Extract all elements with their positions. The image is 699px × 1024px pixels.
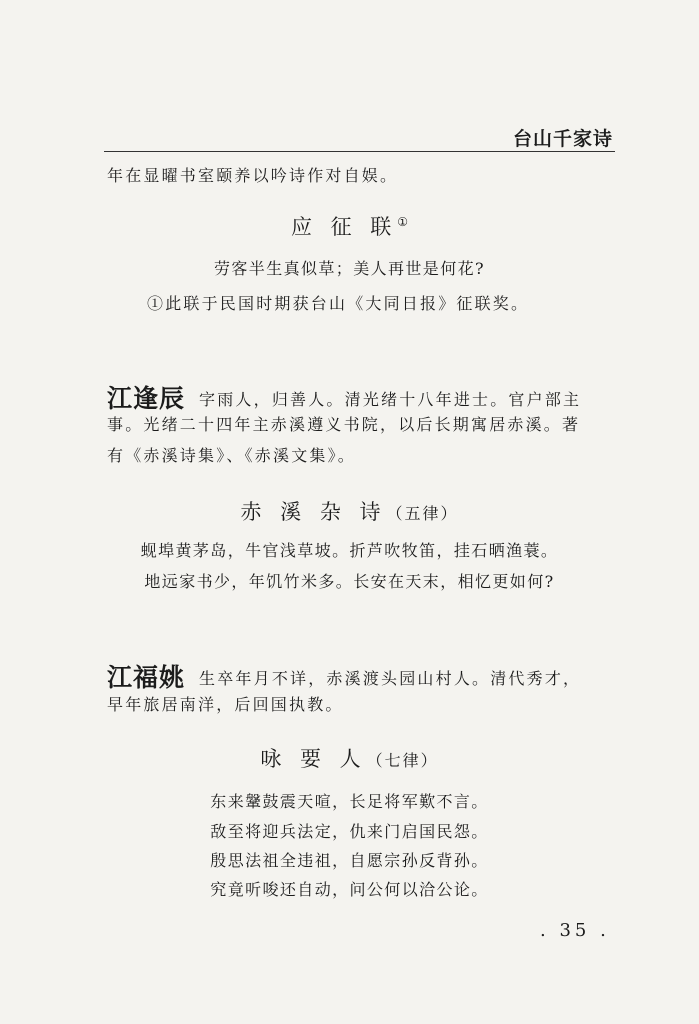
author-entry-1 <box>107 379 581 415</box>
author-bio-line: 字雨人，归善人。清光绪十八年进士。官户部主 <box>199 390 582 409</box>
author-name: 江逢辰 <box>107 384 186 413</box>
poem-title-text: 赤 溪 杂 诗 <box>240 500 387 524</box>
footnote: ①此联于民国时期获台山《大同日报》征联奖。 <box>147 294 530 313</box>
page-number: . 35 . <box>540 920 610 941</box>
author-bio-line: 生卒年月不详，赤溪渡头园山村人。清代秀才， <box>199 669 582 688</box>
poem-form: （五律） <box>386 504 459 523</box>
couplet-title <box>0 211 699 241</box>
poem-line: 敌至将迎兵法定，仇来门启国民怨。 <box>210 822 489 841</box>
author-bio-line: 有《赤溪诗集》、《赤溪文集》。 <box>107 446 357 465</box>
poem-line: 究竟听唆还自动，问公何以洽公论。 <box>210 880 489 899</box>
poem-title-text: 咏 要 人 <box>260 747 367 771</box>
header-rule <box>104 151 615 152</box>
poem-title <box>0 743 699 773</box>
author-entry-2 <box>107 658 581 694</box>
poem-form: （七律） <box>366 751 439 770</box>
running-head: 台山千家诗 <box>512 128 613 150</box>
couplet-text: 劳客半生真似草；美人再世是何花? <box>214 259 485 278</box>
poem-line: 东来鞶鼓震天喧，长足将军歎不言。 <box>210 792 489 811</box>
poem-line: 殷思法祖全违祖，自愿宗孙反背孙。 <box>210 851 489 870</box>
couplet-title-text: 应 征 联 <box>290 215 398 239</box>
author-name: 江福姚 <box>107 663 186 692</box>
continuation-line: 年在显曜书室颐养以吟诗作对自娱。 <box>107 166 399 185</box>
poem-title <box>0 496 699 526</box>
footnote-marker: ① <box>397 215 409 229</box>
author-bio-line: 事。光绪二十四年主赤溪遵义书院，以后长期寓居赤溪。著 <box>107 415 581 434</box>
author-bio-line: 早年旅居南洋，后回国执教。 <box>107 695 344 714</box>
poem-line: 地远家书少，年饥竹米多。长安在天末，相忆更如何? <box>144 572 555 591</box>
poem-line: 蚬埠黄茅岛，牛官浅草坡。折芦吹牧笛，挂石晒渔蓑。 <box>140 541 559 560</box>
